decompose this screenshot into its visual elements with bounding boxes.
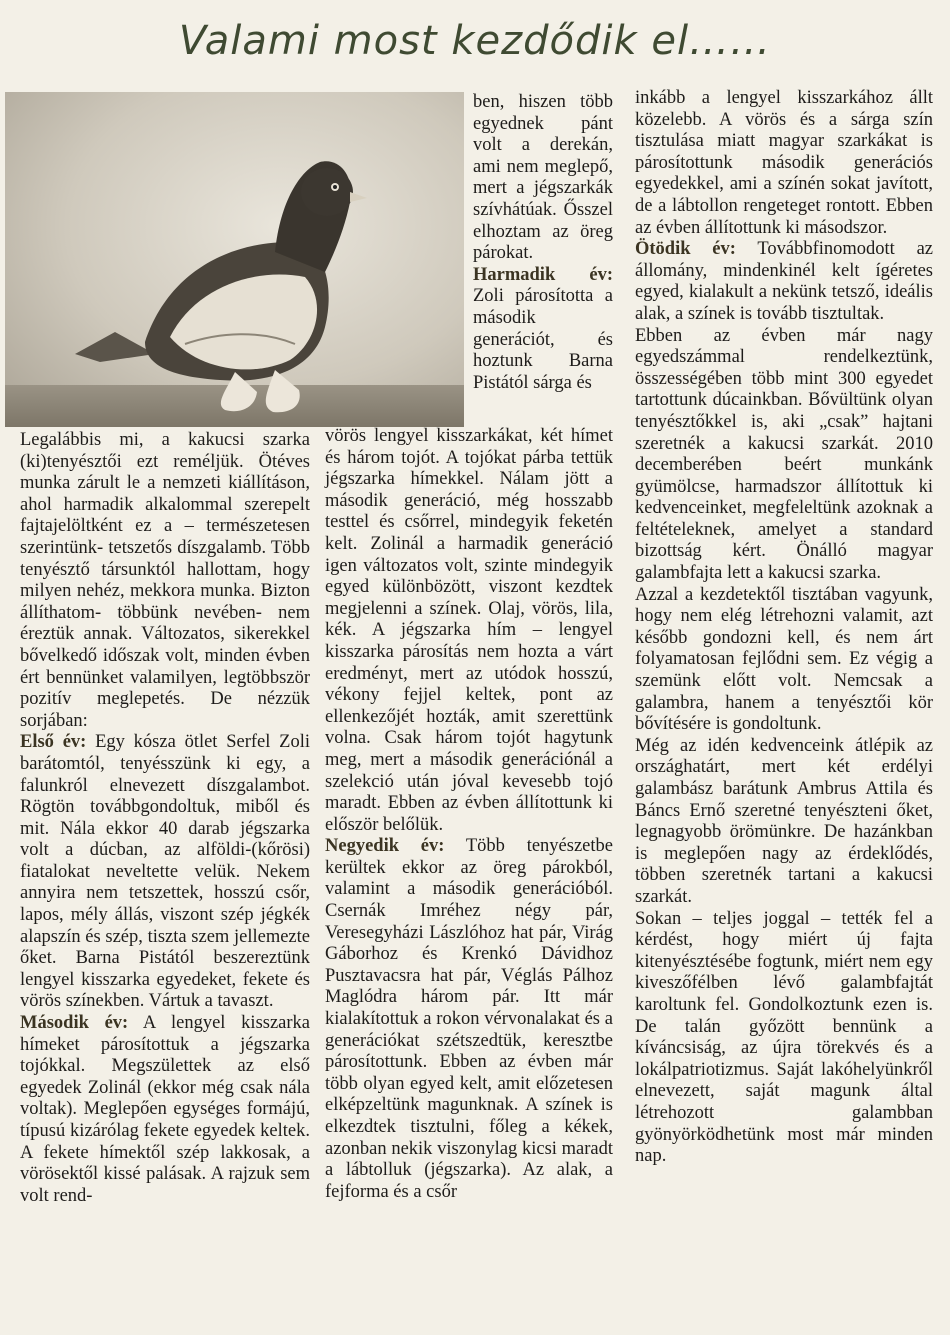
year3-text-a: Zoli párosította a második generációt, és hoztunk Barna Pistától sárga és <box>473 286 613 393</box>
paragraph-future: Azzal a kezdetektől tisztában vagyunk, hogy nem elég létrehozni valamit, azt később gondozni kell, és nem árt folyamatosan fejlődni sem. Ez végig a szemünk előtt volt. Nemcsak a galambra, hanem a tenyésztői kör bővítésére is gondoltunk. <box>635 584 933 735</box>
year5-text: Továbbfinomodott az állomány, mindenkinél kelt ígéretes egyed, kialakult a nekünk tetsző, ideális alak, a színek is tovább tisztultak. <box>635 239 934 324</box>
column-3 <box>635 88 933 1168</box>
year2-paragraph-part1 <box>20 1013 310 1207</box>
year5-paragraph <box>635 239 933 325</box>
year1-paragraph <box>20 732 310 1013</box>
year3-paragraph-part1 <box>473 265 613 395</box>
year2-paragraph-part2: ben, hiszen több egyednek pánt volt a derekán, ami nem meglepő, mert a jégszarkák szívhátúak. Ősszel elhoztam az öreg párokat. <box>473 92 613 264</box>
paragraph-standard: Ebben az évben már nagy egyedszámmal rendelkeztünk, összességében több mint 300 egyedet tartottunk dúcainkban. Bővültünk olyan tenyésztőkkel is, aki „csak” hajtani szeretnék a kakucsi szarkát. 2010 decemberében beért munkánk gyümölcse, harmadszor állítottuk ki kedvenceinket, megfeleltünk azoknak a feltételeknek, amelyet a standard bizottság kért. Önálló magyar galambfajta lett a kakucsi szarka. <box>635 325 933 584</box>
year4-paragraph-part2: inkább a lengyel kisszarkához állt közelebb. A vörös és a sárga szín tisztulása miatt magyar szarkákat is párosítottunk második generációs egyedekkel, ami a színén sokat javított, de a lábtollon rengeteget rontott. Ebben az évben állítottunk ki másodszor. <box>635 88 933 238</box>
paragraph-why: Sokan – teljes joggal – tették fel a kérdést, hogy miért új fajta kitenyésztésébe fogtunk, miért nem egy kiveszőfélben lévő galambfajtát karoltunk fel. Gondolkoztunk ezen is. De talán győzött bennünk a kíváncsiság, az újra törekvés és a lokálpatriotizmus. Saját lakóhelyünkről elnevezett, saját magunk által létrehozott galambban gyönyörködhetünk most már minden nap. <box>635 908 933 1167</box>
year2-text-a: A lengyel kisszarka hímeket párosítottuk a jégszarka tojókkal. Megszülettek az első egyedek Zolinál (ekkor még csak nála voltak). Meglepően egységes formájú, típusú kizárólag fekete egyedek keltek. A fekete hímektől szép lakkosak, a vörösektől kissé palásak. A rajzuk sem volt rend- <box>20 1013 311 1206</box>
year3-paragraph-part2: vörös lengyel kisszarkákat, két hímet és három tojót. A tojókat párba tettük jégszarka hímekkel. Nálam jött a második generáció, még hosszabb testtel és csőrrel, mindegyik feketén kelt. Zolinál a harmadik generáció igen változatos volt, szinte mindegyik egyed különbözött, viszont kezdtek megjelenni a színek. Olaj, vörös, lila, kék. A jégszarka hím – lengyel kisszarka párosítás nem hozta a várt eredményt, mert az utódok hosszú, vékony fejjel keltek, pont az ellenkezőjét hozták, amit szerettünk volna. Csak három tojót hagytunk meg, mert a második generációnál a szelekció után jóval kevesebb tojó maradt. Ebben az évben állítottunk ki először belőlük. <box>325 426 613 835</box>
year1-label: Első év: <box>20 732 87 753</box>
year4-paragraph-part1 <box>325 836 613 1203</box>
year5-label: Ötödik év: <box>635 239 736 260</box>
column-2-top <box>473 92 613 394</box>
year1-text: Egy kósza ötlet Serfel Zoli barátomtól, tenyésszünk ki egy, a falunkról elnevezett díszgalambot. Rögtön továbbgondoltuk, miből és mit. Nála ekkor 40 darab jégszarka volt a dúcban, az alföldi-(kőrösi) fiatalokat neveltette velük. Nekem annyira nem tetszettek, hosszú csőr, lapos, mély állás, viszont szép jégkék alapszín és szép, tiszta szem jellemezte őket. Barna Pistától beszereztünk lengyel kisszarka egyedeket, fekete és vörös színekben. Vártuk a tavaszt. <box>20 732 310 1012</box>
column-1 <box>20 430 310 1207</box>
intro-paragraph: Legalábbis mi, a kakucsi szarka (ki)tenyésztői ezt reméljük. Ötéves munka zárult le a nemzeti kiállításon, ahol harmadik alkalommal szerepelt fajtajelöltként ez a – természetesen szerintünk- tetszetős díszgalamb. Több tenyésztő társunktól hallottam, hogy milyen nehéz, mekkora munka. Bizton állíthatom- többünk nevében- nem éreztük annak. Változatos, sikerekkel bővelkedő időszak volt, minden évben ért bennünket valamilyen, legtöbbször pozitív meglepetés. De nézzük sorjában: <box>20 430 310 731</box>
paragraph-abroad: Még az idén kedvenceink átlépik az országhatárt, mert két erdélyi galambász barátunk Ambrus Attila és Báncs Ernő szeretné tenyészteni őket, legnagyobb örömünkre. De hazánkban is meglepően nagy az érdeklődés, többen szeretnék tartani a kakucsi szarkát. <box>635 735 933 907</box>
year4-text-a: Több tenyészetbe kerültek ekkor az öreg párokból, valamint a második generációból. Csernák Imréhez négy pár, Veresegyházi Lászlóhoz hat pár, Virág Gáborhoz és Krenkó Dávidhoz Pusztavacsra hat pár, Véglás Pálhoz Maglódra három pár. Itt már kialakítottuk a rokon vérvonalakat és a generációkat szétszedtük, keresztbe párosítottunk. Ebben az évben már több olyan egyed kelt, amit előzetesen elképzeltünk magunknak. A színek is elkezdtek tisztulni, főleg a kékek, azonban nekik viszonylag kicsi maradt a lábtolluk (jégszarka). Az alak, a fejforma és a csőr <box>325 836 613 1202</box>
year3-label: Harmadik év: <box>473 264 613 285</box>
pigeon-photo <box>5 92 464 427</box>
pigeon-illustration <box>5 92 464 427</box>
column-2-bottom <box>325 426 613 1203</box>
year2-label: Második év: <box>20 1013 129 1034</box>
year4-label: Negyedik év: <box>325 836 445 857</box>
article-title: Valami most kezdődik el…… <box>178 18 772 64</box>
